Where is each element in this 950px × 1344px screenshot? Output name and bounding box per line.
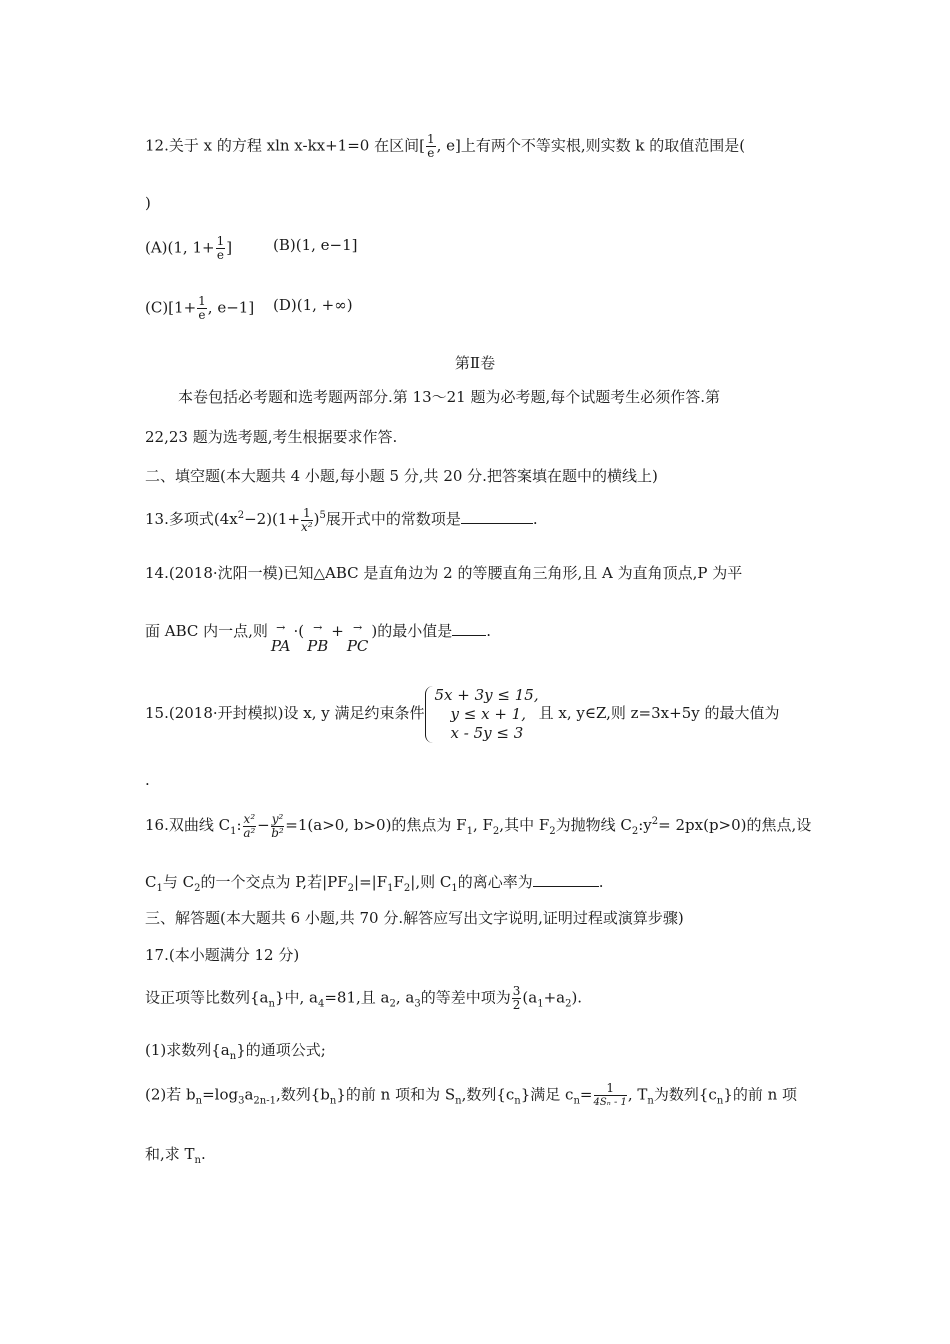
q16-line2: $C_1$与 $C_2$的一个交点为 P,若$|PF_2|=|F_1F_2|$,则 $C_1$的离心率为 . [145,873,604,894]
section-intro-line1: 本卷包括必考题和选考题两部分.第 13～21 题为必考题,每个试题考生必须作答.第 [178,388,721,406]
constraint-system: 5x + 3y ≤ 15, y ≤ x + 1, x - 5y ≤ 3 [425,686,539,743]
q17-part1: (1)求数列$\{a_n\}$的通项公式; [145,1041,326,1062]
q12-option-a: (A)(1, 1+ $\frac{1}{e}$ ] [145,234,233,262]
q17-title: 17.(本小题满分 12 分) [145,946,300,964]
q14-answer-blank[interactable] [452,621,486,636]
q12-close-paren: ) [145,194,151,212]
q15-period: . [145,771,150,789]
vector-pc: → PC [346,621,369,655]
q12-stem: 12.关于 x 的方程 xln x-kx+1=0 在区间[ $\frac{1}{e}$ , e]上有两个不等实根,则实数 k 的取值范围是( [145,132,746,160]
vector-pb: → PB [307,621,329,655]
q12-option-d: (D)(1, +∞) [273,296,353,314]
q17-part2-end: 和,求 $T_n$. [145,1145,206,1166]
vector-pa: → PA [270,621,291,655]
q16-answer-blank[interactable] [533,872,599,887]
q12-interval-fraction: $\frac{1}{e}$ [426,132,435,160]
q16-line1: 16.双曲线 $C_1$: $\frac{\text{x²}}{\text{a²}}$ − $\frac{\text{y²}}{\text{b²}}$ =1(a>0, b>0)的焦点为 $F_1$, $F_2$,其中 $F_2$为抛物线 $C_2:y^2= 2px(p>0)$的焦点,设 [145,811,812,840]
q13: 13.多项式$(4x^2-2)(1+$ $\frac{1}{\text{x²}}$ )$^5$展开式中的常数项是 . [145,505,538,534]
q13-answer-blank[interactable] [461,509,533,524]
section-intro-line2: 22,23 题为选考题,考生根据要求作答. [145,428,398,446]
q14-line2: 面 ABC 内一点,则 → PA ·( → PB + → PC )的最小值是 . [145,621,492,655]
fill-in-heading: 二、填空题(本大题共 4 小题,每小题 5 分,共 20 分.把答案填在题中的横线上) [145,467,658,485]
q15: 15.(2018·开封模拟)设 x, y 满足约束条件 5x + 3y ≤ 15, y ≤ x + 1, x - 5y ≤ 3 且 x, y∈Z,则 z=3x+5y 的最大值为 [145,685,780,742]
q17-stem: 设正项等比数列$\{a_n\}$中, $a_4=81$,且 $a_2$, $a_3$的等差中项为 $\frac{3}{2}$ $(a_1+a_2)$. [145,984,583,1012]
q12-option-c: (C)[1+ $\frac{1}{e}$ , e−1] [145,294,255,322]
q17-part2: (2)若 $b_n=\log_3a_{2n-1}$,数列$\{b_n\}$的前 n 项和为 $S_n$,数列$\{c_n\}$满足 $c_n=$ $\frac{1}{\text{4Sₙ - 1}}$ , $T_n$为数列$\{c_n\}$的前 n 项 [145,1081,798,1108]
section-title: 第Ⅱ卷 [454,354,496,372]
q12-option-b: (B)(1, e−1] [273,236,358,254]
q14-line1: 14.(2018·沈阳一模)已知△ABC 是直角边为 2 的等腰直角三角形,且 A 为直角顶点,P 为平 [145,564,743,582]
solution-heading: 三、解答题(本大题共 6 小题,共 70 分.解答应写出文字说明,证明过程或演算步骤) [145,909,684,927]
